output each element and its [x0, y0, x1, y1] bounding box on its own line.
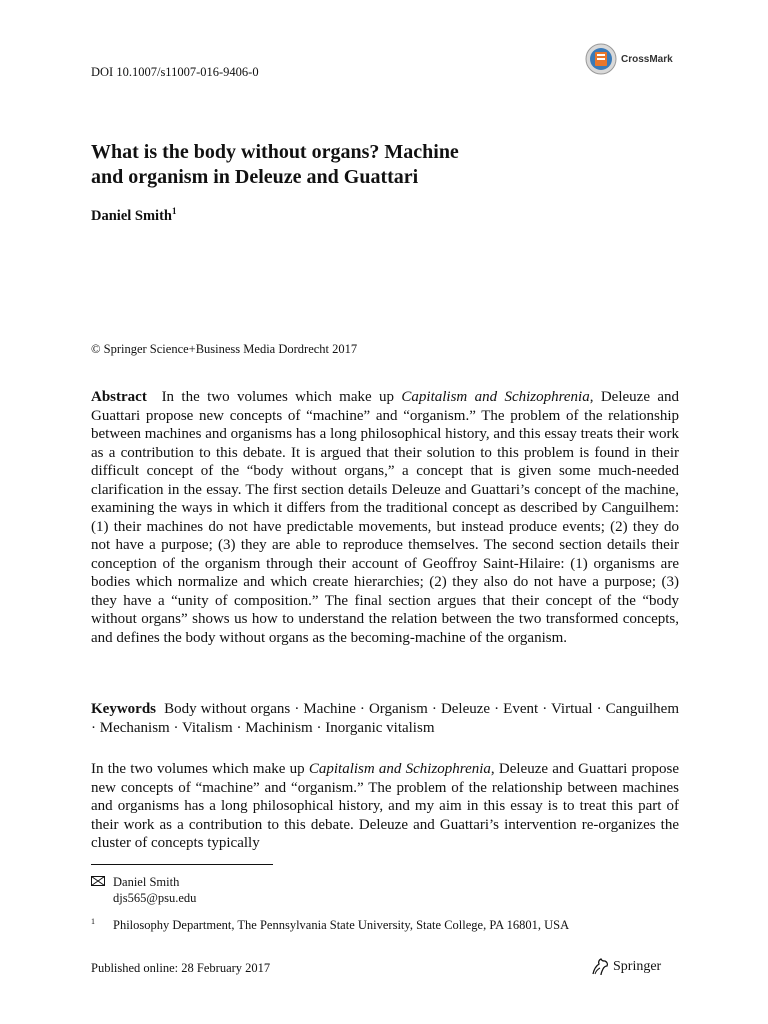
abstract-book-title: Capitalism and Schizophrenia [401, 389, 590, 405]
keywords-text: Body without organs · Machine · Organism · Deleuze · Event · Virtual · Canguilhem · Mechanism · Vitalism · Machinism · Inorganic vitalism [91, 701, 679, 736]
envelope-icon [91, 874, 113, 891]
intro-paragraph [91, 760, 679, 853]
footnote-affiliation [91, 917, 569, 933]
crossmark-icon [585, 43, 617, 75]
intro-text-1: In the two volumes which make up [91, 761, 309, 777]
abstract [91, 388, 679, 647]
contact-name: Daniel Smith [113, 874, 180, 889]
crossmark-badge[interactable] [585, 42, 685, 76]
published-date: Published online: 28 February 2017 [91, 961, 271, 975]
abstract-text-1: In the two volumes which make up [161, 389, 402, 405]
author-affiliation-mark: 1 [171, 206, 177, 216]
abstract-label: Abstract [91, 389, 147, 405]
footnote-divider [91, 864, 273, 865]
paper-title [91, 140, 691, 190]
springer-horse-icon [590, 958, 610, 976]
affiliation-text: Philosophy Department, The Pennsylvania State University, State College, PA 16801, USA [113, 918, 570, 932]
title-line-2: and organism in Deleuze and Guattari [91, 166, 419, 188]
crossmark-label: CrossMark [621, 53, 673, 65]
doi-line: DOI 10.1007/s11007-016-9406-0 [91, 65, 259, 79]
footnote-contact [91, 873, 196, 907]
contact-email[interactable]: djs565@psu.edu [113, 891, 197, 906]
affiliation-mark: 1 [91, 917, 95, 926]
author-name: Daniel Smith [91, 207, 172, 224]
publisher-logo [590, 958, 661, 976]
publisher-name: Springer [613, 959, 662, 974]
keywords [91, 700, 679, 737]
copyright-line: © Springer Science+Business Media Dordrecht 2017 [91, 342, 358, 356]
title-line-1: What is the body without organs? Machine [91, 141, 459, 163]
author [91, 206, 176, 225]
intro-book-title: Capitalism and Schizophrenia [308, 761, 491, 777]
abstract-text-2: , Deleuze and Guattari propose new concepts of “machine” and “organism.” The problem of the relationship between machines and organisms has a long philosophical history, and this essay treats their work as a contribution to this debate. It is argued that their solution to this problem is found in their difficult concept of the “body without organs,” a concept that is given some much-needed clarification in the essay. The first section details Deleuze and Guattari’s concept of the machine, examining the ways in which it differs from the traditional concept as described by Canguilhem: (1) their machines do not have predictable movements, but instead produce events; (2) they do not have a purpose; (3) they are able to reproduce themselves. The second section details their conception of the organism through their account of Geoffroy Saint-Hilaire: (1) organisms are bodies which normalize and which create hierarchies; (2) they also do not have a purpose; (3) they have a “unity of composition.” The final section argues that their concept of the “body without organs” shows us how to understand the relation between the two transformed concepts, and defines the body without organs as the becoming-machine of the organism. [91, 389, 679, 646]
keywords-label: Keywords [91, 701, 156, 717]
intro-text-2: , Deleuze and Guattari propose new concepts of “machine” and “organism.” The problem of the relationship between machines and organisms has a long philosophical history, and my aim in this essay is to treat this part of their work as a contribution to this debate. Deleuze and Guattari’s intervention re-organizes the cluster of concepts typically [91, 761, 679, 851]
